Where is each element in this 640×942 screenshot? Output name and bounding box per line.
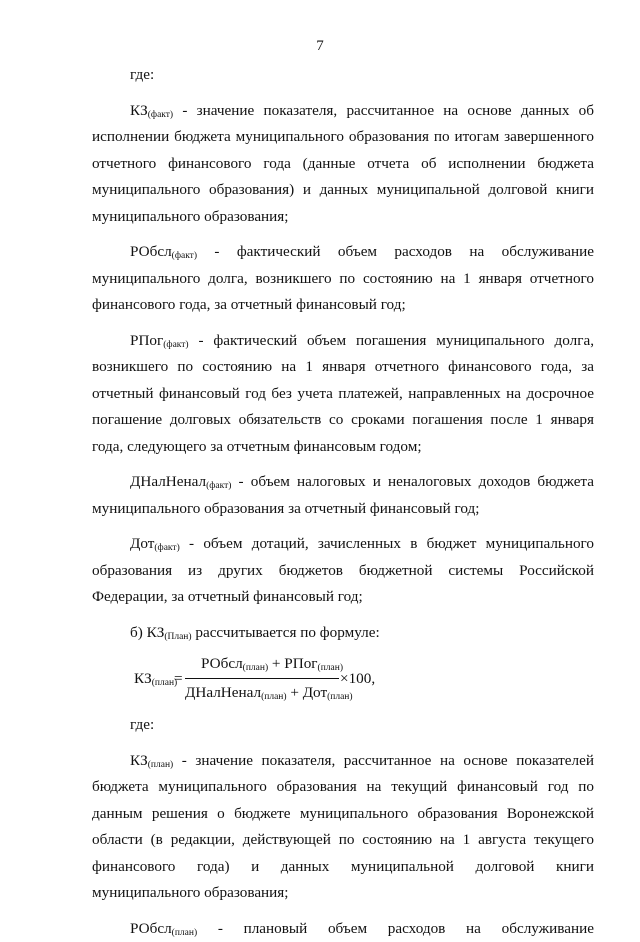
definition-text: - объем дотаций, зачисленных в бюджет муниципального образования из других бюджетов бюджетной системы Российской Федерации, за отчетный финансовый год;: [92, 535, 594, 605]
formula-lhs-subscript: (план): [152, 678, 177, 688]
formula-equals: =: [174, 666, 183, 693]
item-b: [92, 620, 594, 647]
definition-text: - фактический объем расходов на обслуживание муниципального долга, возникшего по состоянию на 1 января отчетного финансового года, за отчетный финансовый год;: [92, 243, 594, 313]
page-number: 7: [0, 38, 640, 55]
numerator-sub-b: (план): [318, 663, 343, 673]
definition-text: - фактический объем погашения муниципального долга, возникшего по состоянию на 1 января отчетного финансового года, за отчетный финансовый год без учета платежей, направленных на досрочное погашение долговых обязательств со сроками погашения после 1 января года, следующего за отчетным финансовым годом;: [92, 332, 594, 455]
term: ДНалНенал: [130, 473, 206, 490]
term-subscript: (план): [172, 928, 197, 938]
denominator-term-a: ДНалНенал: [185, 684, 261, 701]
denominator-sub-b: (план): [327, 692, 352, 702]
formula-numerator: [197, 651, 347, 678]
formula-lhs-term: КЗ: [134, 670, 152, 687]
term: КЗ: [130, 102, 148, 119]
definition-rpog-fakt: [92, 328, 594, 461]
term-subscript: (план): [148, 760, 173, 770]
denominator-sub-a: (план): [261, 692, 286, 702]
where-label: где:: [92, 62, 594, 89]
definition-text: - значение показателя, рассчитанное на основе показателей бюджета муниципального образования на текущий финансовый год по данным решения о бюджете муниципального образования Воронежской области (в редакции, действующей по состоянию на 1 августа текущего финансового года) и данных муниципальной долговой книги муниципального образования;: [92, 752, 594, 902]
term: КЗ: [130, 752, 148, 769]
fraction-bar: [185, 678, 339, 679]
definition-robsl-plan: [92, 916, 594, 942]
definition-kz-plan: [92, 748, 594, 907]
definition-dot-fakt: [92, 531, 594, 611]
term-subscript: (факт): [206, 481, 231, 491]
definition-kz-fakt: [92, 98, 594, 231]
term-subscript: (факт): [154, 543, 179, 553]
definition-dnal-fakt: [92, 469, 594, 522]
numerator-sub-a: (план): [243, 663, 268, 673]
definition-robsl-fakt: [92, 239, 594, 319]
term: Дот: [130, 535, 154, 552]
item-b-text: рассчитывается по формуле:: [192, 624, 380, 641]
term: РОбсл: [130, 243, 172, 260]
term: РПог: [130, 332, 163, 349]
item-b-prefix: б) КЗ: [130, 624, 164, 641]
where-label-2: где:: [92, 712, 594, 739]
denominator-term-b: + Дот: [287, 684, 328, 701]
formula-kz-plan: [92, 648, 594, 708]
definition-text: - плановый объем расходов на обслуживание: [197, 920, 594, 937]
term: РОбсл: [130, 920, 172, 937]
numerator-term-a: РОбсл: [201, 655, 243, 672]
term-subscript: (факт): [172, 251, 197, 261]
document-body: [92, 62, 594, 942]
definition-text: - значение показателя, рассчитанное на основе данных об исполнении бюджета муниципального образования по итогам завершенного отчетного финансового года (данные отчета об исполнении бюджета муниципального образования) и данных муниципальной долговой книги муниципального образования;: [92, 102, 594, 225]
item-b-subscript: (План): [164, 632, 191, 642]
term-subscript: (факт): [148, 110, 173, 120]
formula-multiplier: ×100,: [340, 666, 375, 693]
term-subscript: (факт): [163, 340, 188, 350]
numerator-term-b: + РПог: [268, 655, 317, 672]
formula-lhs: [134, 666, 177, 693]
formula-denominator: [185, 680, 353, 707]
definition-text: - объем налоговых и неналоговых доходов бюджета муниципального образования за отчетный финансовый год;: [92, 473, 594, 517]
